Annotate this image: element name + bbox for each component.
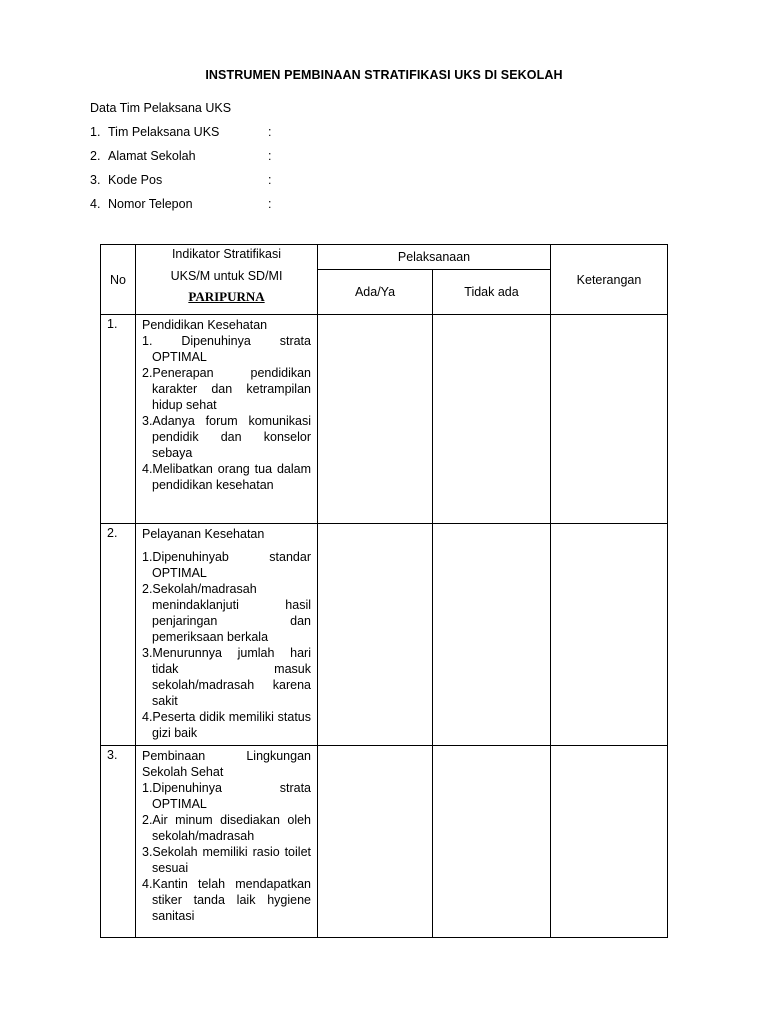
item-number: 2. bbox=[90, 149, 101, 163]
indicator-item: 1. Dipenuhinya strata OPTIMAL bbox=[142, 334, 311, 364]
header-no: No bbox=[101, 245, 136, 315]
keterangan-cell[interactable] bbox=[551, 746, 668, 938]
team-data-list bbox=[90, 125, 278, 221]
header-indicator-line1: Indikator Stratifikasi bbox=[171, 247, 282, 261]
item-label: Alamat Sekolah bbox=[108, 149, 196, 163]
header-pelaksanaan: Pelaksanaan bbox=[318, 245, 551, 270]
tidak-cell[interactable] bbox=[433, 746, 551, 938]
indicator-item: 4.Melibatkan orang tua dalam pendidikan kesehatan bbox=[142, 462, 311, 492]
section-title: Pendidikan Kesehatan bbox=[142, 318, 268, 332]
indicator-cell bbox=[136, 315, 318, 524]
row-number: 3. bbox=[101, 746, 136, 938]
indicator-list bbox=[142, 780, 311, 924]
header-indicator-line2: UKS/M untuk SD/MI bbox=[170, 269, 283, 283]
table-row bbox=[101, 524, 668, 746]
indicator-item: 2.Air minum disediakan oleh sekolah/madrasah bbox=[142, 813, 311, 843]
item-colon: : bbox=[268, 197, 272, 211]
stratification-table bbox=[100, 244, 668, 938]
indicator-item: 3.Sekolah memiliki rasio toilet sesuai bbox=[142, 845, 311, 875]
indicator-item: 1.Dipenuhinyab standar OPTIMAL bbox=[142, 550, 311, 580]
item-colon: : bbox=[268, 149, 272, 163]
tidak-cell[interactable] bbox=[433, 315, 551, 524]
indicator-list bbox=[142, 333, 311, 493]
indicator-list bbox=[142, 549, 311, 741]
team-item bbox=[90, 125, 278, 149]
section-title: Pembinaan Lingkungan Sekolah Sehat bbox=[142, 749, 311, 779]
item-number: 4. bbox=[90, 197, 101, 211]
header-tidak: Tidak ada bbox=[433, 270, 551, 315]
section-title: Pelayanan Kesehatan bbox=[142, 527, 265, 541]
row-number: 1. bbox=[101, 315, 136, 524]
ada-cell[interactable] bbox=[318, 746, 433, 938]
team-item bbox=[90, 197, 278, 221]
table-row bbox=[101, 315, 668, 524]
item-colon: : bbox=[268, 173, 272, 187]
item-number: 1. bbox=[90, 125, 101, 139]
row-number: 2. bbox=[101, 524, 136, 746]
team-item bbox=[90, 173, 278, 197]
indicator-item: 4.Peserta didik memiliki status gizi baik bbox=[142, 710, 311, 740]
header-indicator-paripurna: PARIPURNA bbox=[188, 289, 265, 304]
item-number: 3. bbox=[90, 173, 101, 187]
team-heading: Data Tim Pelaksana UKS bbox=[90, 101, 232, 115]
indicator-item: 4.Kantin telah mendapatkan stiker tanda laik hygiene sanitasi bbox=[142, 877, 311, 923]
ada-cell[interactable] bbox=[318, 524, 433, 746]
indicator-item: 2.Sekolah/madrasah menindaklanjuti hasil penjaringan dan pemeriksaan berkala bbox=[142, 582, 311, 644]
tidak-cell[interactable] bbox=[433, 524, 551, 746]
item-label: Tim Pelaksana UKS bbox=[108, 125, 220, 139]
team-item bbox=[90, 149, 278, 173]
indicator-item: 1.Dipenuhinya strata OPTIMAL bbox=[142, 781, 311, 811]
indicator-item: 2.Penerapan pendidikan karakter dan ketrampilan hidup sehat bbox=[142, 366, 311, 412]
indicator-item: 3.Adanya forum komunikasi pendidik dan konselor sebaya bbox=[142, 414, 311, 460]
indicator-cell bbox=[136, 524, 318, 746]
header-ada: Ada/Ya bbox=[318, 270, 433, 315]
ada-cell[interactable] bbox=[318, 315, 433, 524]
keterangan-cell[interactable] bbox=[551, 315, 668, 524]
header-indicator bbox=[136, 245, 318, 315]
table-row bbox=[101, 746, 668, 938]
document-title: INSTRUMEN PEMBINAAN STRATIFIKASI UKS DI SEKOLAH bbox=[205, 68, 563, 82]
indicator-cell bbox=[136, 746, 318, 938]
item-label: Nomor Telepon bbox=[108, 197, 193, 211]
item-label: Kode Pos bbox=[108, 173, 163, 187]
indicator-item: 3.Menurunnya jumlah hari tidak masuk sekolah/madrasah karena sakit bbox=[142, 646, 311, 708]
item-colon: : bbox=[268, 125, 272, 139]
header-keterangan: Keterangan bbox=[551, 245, 668, 315]
keterangan-cell[interactable] bbox=[551, 524, 668, 746]
